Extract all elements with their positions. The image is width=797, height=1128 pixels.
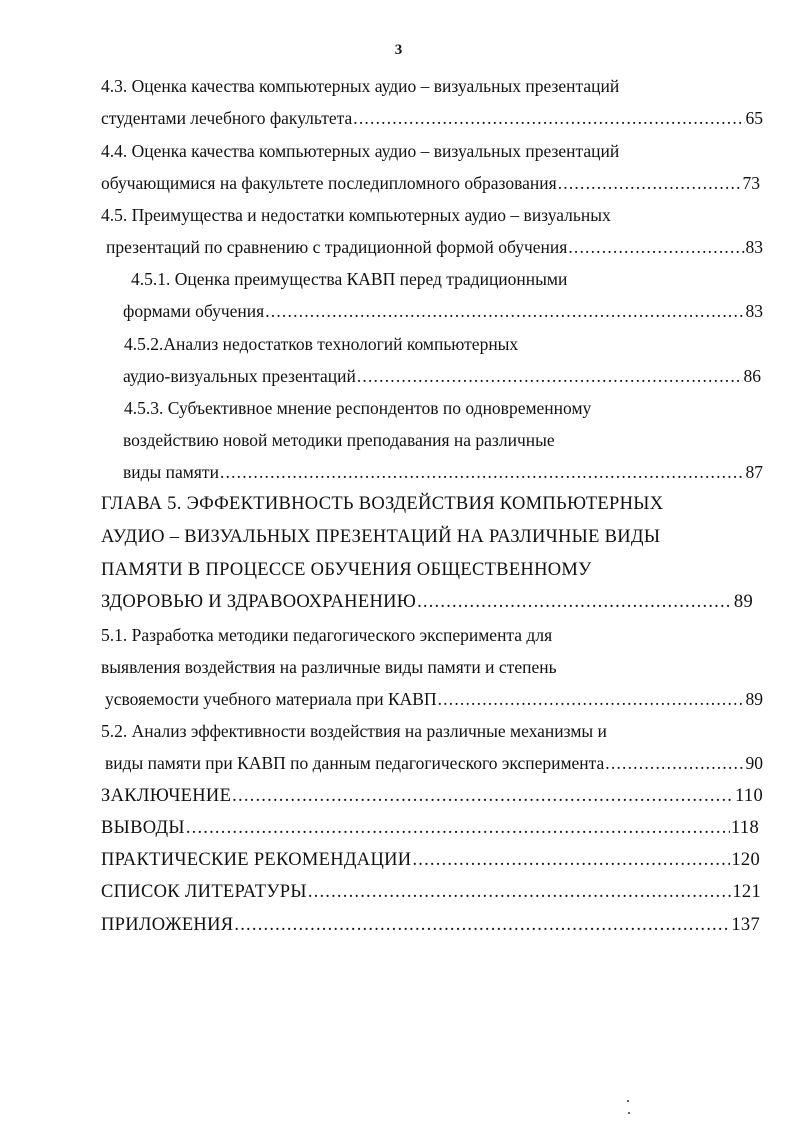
dot-leader bbox=[308, 881, 732, 903]
toc-entry-appendices[interactable] bbox=[101, 914, 760, 936]
toc-4-5-2-page: 86 bbox=[743, 366, 761, 386]
dot-leader bbox=[186, 817, 730, 839]
toc-5-1-page: 89 bbox=[745, 689, 763, 709]
toc-4-3-title: 4.3. Оценка качества компьютерных аудио – визуальных презентаций bbox=[101, 76, 620, 96]
toc-4-5-title: 4.5. Преимущества и недостатки компьютерных аудио – визуальных bbox=[101, 205, 611, 225]
toc-chapter-5-page: 89 bbox=[733, 592, 753, 612]
toc-findings-title: ВЫВОДЫ bbox=[101, 818, 185, 838]
toc-4-4-title: 4.4. Оценка качества компьютерных аудио – визуальных презентаций bbox=[101, 141, 620, 161]
toc-entry-recommendations[interactable] bbox=[101, 849, 760, 871]
toc-4-4-page: 73 bbox=[742, 173, 760, 193]
toc-entry-4-5-1[interactable] bbox=[123, 300, 763, 322]
toc-4-5-2-title: 4.5.2.Анализ недостатков технологий компьютерных bbox=[124, 334, 519, 354]
toc-entry-findings[interactable] bbox=[101, 817, 759, 839]
toc-4-5-1-page: 83 bbox=[745, 301, 763, 321]
toc-findings-page: 118 bbox=[731, 818, 759, 838]
dot-leader bbox=[568, 236, 744, 258]
toc-4-5-1-title-cont: формами обучения bbox=[123, 301, 265, 321]
dot-leader bbox=[605, 752, 744, 774]
toc-conclusion-page: 110 bbox=[735, 786, 763, 806]
toc-entry-4-5[interactable] bbox=[106, 236, 763, 258]
toc-4-3-title-cont: студентами лечебного факультета bbox=[101, 108, 353, 128]
toc-4-5-3-title: 4.5.3. Субъективное мнение респондентов по одновременному bbox=[124, 398, 592, 418]
toc-4-5-3-page: 87 bbox=[745, 462, 763, 482]
scan-speck bbox=[628, 1112, 630, 1114]
toc-appendices-page: 137 bbox=[731, 915, 760, 935]
toc-5-2-page: 90 bbox=[745, 753, 763, 773]
toc-references-title: СПИСОК ЛИТЕРАТУРЫ bbox=[101, 882, 307, 902]
toc-chapter-5-title: ГЛАВА 5. ЭФФЕКТИВНОСТЬ ВОЗДЕЙСТВИЯ КОМПЬЮТЕРНЫХ bbox=[101, 494, 664, 514]
scan-speck bbox=[627, 1100, 629, 1102]
toc-5-1-title: 5.1. Разработка методики педагогического эксперимента для bbox=[101, 625, 553, 645]
dot-leader bbox=[265, 300, 744, 322]
toc-chapter-5-title-cont: АУДИО – ВИЗУАЛЬНЫХ ПРЕЗЕНТАЦИЙ НА РАЗЛИЧНЫЕ ВИДЫ bbox=[101, 527, 661, 547]
toc-entry-5-1[interactable] bbox=[105, 688, 763, 710]
dot-leader bbox=[232, 785, 734, 807]
page-number: 3 bbox=[394, 42, 403, 58]
toc-entry-conclusion[interactable] bbox=[101, 785, 763, 807]
toc-entry-4-5-3[interactable] bbox=[123, 461, 763, 483]
toc-5-2-title-cont: виды памяти при КАВП по данным педагогического эксперимента bbox=[105, 753, 605, 773]
toc-appendices-title: ПРИЛОЖЕНИЯ bbox=[101, 915, 234, 935]
toc-entry-4-4[interactable] bbox=[101, 172, 760, 194]
dot-leader bbox=[412, 849, 730, 871]
dot-leader bbox=[353, 107, 744, 129]
dot-leader bbox=[438, 688, 745, 710]
dot-leader bbox=[234, 914, 730, 936]
toc-5-2-title: 5.2. Анализ эффективности воздействия на различные механизмы и bbox=[101, 721, 607, 741]
dot-leader bbox=[558, 172, 742, 194]
toc-entry-references[interactable] bbox=[101, 881, 761, 903]
toc-chapter-5-title-end: ЗДОРОВЬЮ И ЗДРАВООХРАНЕНИЮ bbox=[101, 592, 417, 612]
toc-5-1-title-cont: выявления воздействия на различные виды памяти и степень bbox=[101, 657, 557, 677]
toc-chapter-5-title-cont: ПАМЯТИ В ПРОЦЕССЕ ОБУЧЕНИЯ ОБЩЕСТВЕННОМУ bbox=[101, 560, 592, 580]
toc-entry-4-3[interactable] bbox=[101, 107, 763, 129]
dot-leader bbox=[417, 591, 733, 613]
toc-4-5-2-title-cont: аудио-визуальных презентаций bbox=[123, 366, 356, 386]
toc-entry-5-2[interactable] bbox=[105, 752, 763, 774]
toc-recommendations-title: ПРАКТИЧЕСКИЕ РЕКОМЕНДАЦИИ bbox=[101, 850, 412, 870]
dot-leader bbox=[220, 461, 745, 483]
dot-leader bbox=[357, 365, 743, 387]
toc-4-5-1-title: 4.5.1. Оценка преимущества КАВП перед традиционными bbox=[131, 269, 568, 289]
toc-entry-chapter-5[interactable] bbox=[101, 591, 753, 613]
toc-4-3-page: 65 bbox=[745, 108, 763, 128]
toc-references-page: 121 bbox=[732, 882, 761, 902]
toc-4-5-page: 83 bbox=[745, 237, 763, 257]
toc-5-1-title-end: усвояемости учебного материала при КАВП bbox=[105, 689, 437, 709]
toc-4-5-title-cont: презентаций по сравнению с традиционной формой обучения bbox=[106, 237, 568, 257]
toc-recommendations-page: 120 bbox=[731, 850, 760, 870]
toc-entry-4-5-2[interactable] bbox=[123, 365, 761, 387]
toc-4-5-3-title-cont: воздействию новой методики преподавания на различные bbox=[123, 430, 555, 450]
toc-conclusion-title: ЗАКЛЮЧЕНИЕ bbox=[101, 786, 232, 806]
toc-4-5-3-title-end: виды памяти bbox=[123, 462, 219, 482]
toc-4-4-title-cont: обучающимися на факультете последипломного образования bbox=[101, 173, 557, 193]
